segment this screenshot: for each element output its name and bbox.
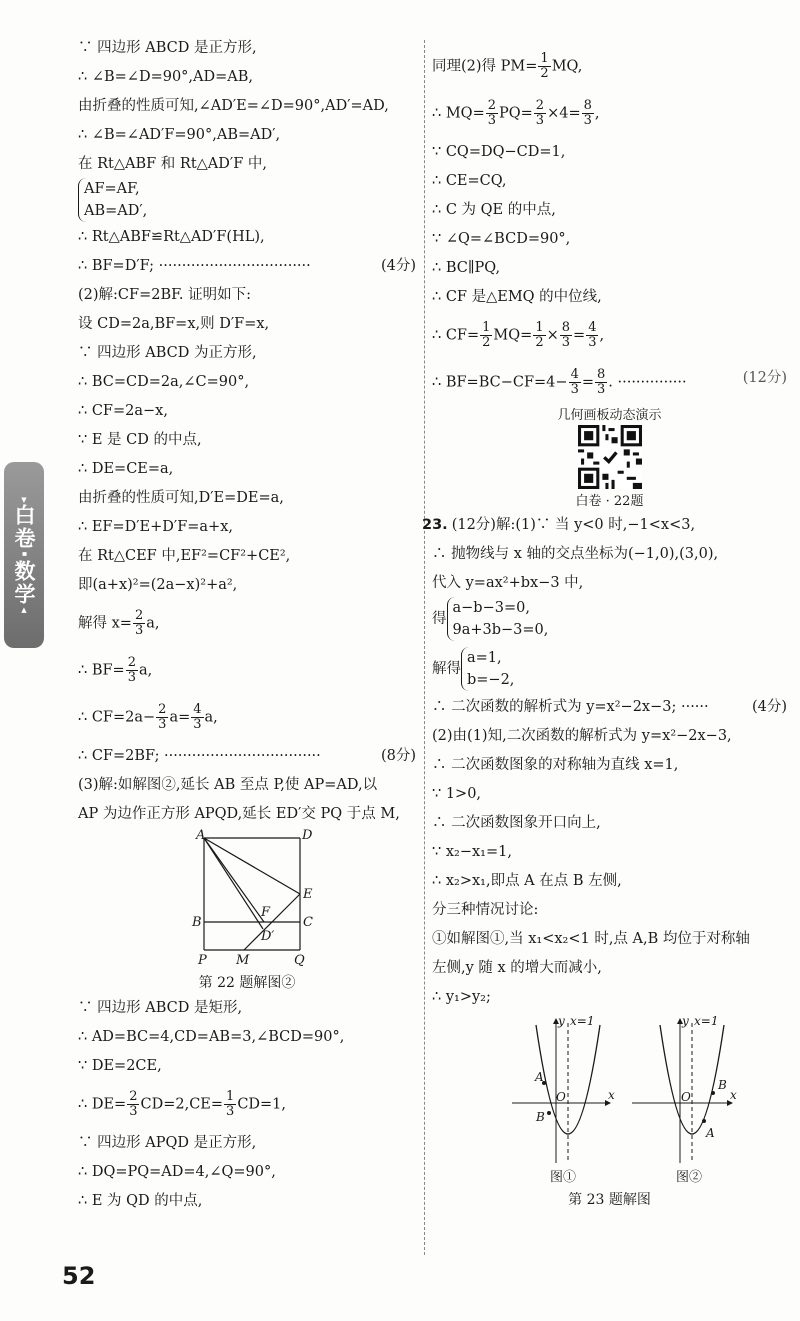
fraction: $\frac{4}{3}$ (570, 367, 579, 397)
line: 代入 y=ax²+bx−3 中, (432, 575, 584, 591)
qr-label: 白卷 · 22题 (575, 494, 644, 509)
point-label-C: C (303, 915, 313, 930)
fraction: $\frac{4}{3}$ (588, 320, 597, 350)
line: ∴ AD=BC=4,CD=AB=3,∠BCD=90°, (78, 1029, 345, 1045)
line: ∵ 四边形 APQD 是正方形, (78, 1135, 257, 1151)
line: ∵ DE=2CE, (78, 1058, 162, 1074)
line: ∵ 四边形 ABCD 是矩形, (78, 1000, 243, 1016)
line: ∴ 抛物线与 x 轴的交点坐标为(−1,0),(3,0), (432, 546, 719, 562)
line: 左侧,y 随 x 的增大而减小, (432, 960, 602, 976)
system-row: AF=AF, (84, 181, 140, 197)
line: ∵ x₂−x₁=1, (432, 844, 512, 860)
line: ∴ CF 是△EMQ 的中位线, (432, 289, 602, 305)
line: 在 Rt△ABF 和 Rt△AD′F 中, (78, 156, 267, 172)
fraction: $\frac{2}{3}$ (129, 1089, 138, 1119)
origin-label: O (556, 1090, 566, 1104)
line-text: ∴ BF=D′F; ································· (78, 258, 311, 274)
fraction: $\frac{2}{3}$ (487, 98, 496, 128)
question-number: 23. (422, 517, 448, 533)
line: ∴ E 为 QD 的中点, (78, 1193, 203, 1209)
line: 设 CD=2a,BF=x,则 D′F=x, (78, 316, 270, 332)
line: 由折叠的性质可知,D′E=DE=a, (78, 490, 284, 506)
line: AP 为边作正方形 APQD,延长 ED′交 PQ 于点 M, (78, 806, 400, 822)
point-label-B: B (718, 1078, 727, 1092)
system-row: b=−2, (467, 672, 515, 688)
fraction: $\frac{2}{3}$ (535, 98, 545, 128)
fraction: $\frac{8}{3}$ (597, 367, 606, 397)
line: ∴ y₁>y₂; (432, 989, 491, 1005)
point-label-D-prime: D′ (261, 929, 275, 944)
symmetry-axis-label: x=1 (694, 1014, 719, 1028)
point-label-P: P (198, 953, 207, 968)
qr-code-icon[interactable] (578, 425, 642, 489)
system-row: a−b−3=0, (452, 600, 530, 616)
fraction: $\frac{1}{2}$ (535, 320, 544, 350)
point-label-D: D (302, 828, 313, 843)
score-badge: (4分) (751, 699, 787, 715)
point-label-A: A (706, 1126, 715, 1140)
line: ∵ E 是 CD 的中点, (78, 432, 202, 448)
geometry-figure-22 (78, 828, 416, 978)
line: ∴ Rt△ABF≌Rt△AD′F(HL), (78, 229, 265, 245)
point-B (547, 1111, 551, 1115)
figure-caption: 第 23 题解图 (568, 1192, 651, 1208)
line: ∴ BC=CD=2a,∠C=90°, (78, 374, 250, 390)
fraction: $\frac{4}{3}$ (193, 702, 202, 732)
line: ∴ x₂>x₁,即点 A 在点 B 左侧, (432, 873, 622, 889)
fraction: $\frac{2}{3}$ (134, 608, 144, 638)
point-B (711, 1091, 715, 1095)
line: ∴ CF= $\frac{1}{2}$ MQ= $\frac{1}{2}$ × $\frac{8}{3}$ = $\frac{4}{3}$ , (432, 320, 605, 350)
line: ∴ MQ= $\frac{2}{3}$ PQ= $\frac{2}{3}$ ×4= $\frac{8}{3}$ , (432, 98, 600, 128)
line: ∴ BF=BC−CF=4− $\frac{4}{3}$ = $\frac{8}{3}$ . ··············· (12分) (432, 367, 787, 397)
point-label-B: B (536, 1110, 545, 1124)
origin-label: O (681, 1090, 691, 1104)
score-badge: (8分) (380, 748, 416, 764)
subfigure-label-1: 图① (550, 1170, 577, 1183)
line: ∴ EF=D′E+D′F=a+x, (78, 519, 233, 535)
line: ∴ DE=CE=a, (78, 461, 174, 477)
equation-system: 得 a−b−3=0, 9a+3b−3=0, (432, 597, 787, 641)
fraction: $\frac{2}{3}$ (158, 702, 167, 732)
column-divider (424, 40, 425, 1255)
line: ∴ ∠B=∠AD′F=90°,AB=AD′, (78, 127, 281, 143)
line: ∵ CQ=DQ−CD=1, (432, 144, 566, 160)
point-label-E: E (303, 887, 313, 902)
fraction: $\frac{8}{3}$ (583, 98, 592, 128)
side-tab-label: 白卷·数学 (12, 504, 36, 606)
line: 同理(2)得 PM= $\frac{1}{2}$ MQ, (432, 51, 583, 81)
line: ∴ BC∥PQ, (432, 260, 501, 276)
line: (2)由(1)知,二次函数的解析式为 y=x²−2x−3, (432, 728, 732, 744)
qr-code-block (432, 407, 787, 511)
system-row: a=1, (467, 650, 502, 666)
symmetry-axis-label: x=1 (570, 1014, 595, 1028)
line: 在 Rt△CEF 中,EF²=CF²+CE², (78, 548, 291, 564)
fraction: $\frac{8}{3}$ (561, 320, 571, 350)
line-text: ∴ CF=2BF; ·································· (78, 748, 321, 764)
score-badge: (4分) (380, 258, 416, 274)
line: ∴ 二次函数图象的对称轴为直线 x=1, (432, 757, 679, 773)
line: (3)解:如解图②,延长 AB 至点 P,使 AP=AD,以 (78, 777, 378, 793)
parabola-figures-23 (432, 1013, 787, 1183)
point-label-M: M (236, 953, 250, 968)
right-column (422, 38, 787, 1215)
line: ∴ 二次函数的解析式为 y=x²−2x−3; ······ (4分) (432, 699, 787, 715)
line: ∴ ∠B=∠D=90°,AD=AB, (78, 69, 254, 85)
line: 23. (12分)解:(1)∵ 当 y<0 时,−1<x<3, (422, 517, 696, 533)
x-axis-label: x (608, 1088, 615, 1102)
segment-AF (204, 838, 264, 922)
figure-caption: 第 22 题解图② (198, 975, 296, 991)
line: ∴ DE= $\frac{2}{3}$ CD=2,CE= $\frac{1}{3}$ CD=1, (78, 1089, 287, 1119)
point-label-A: A (196, 828, 206, 843)
equation-system: 解得 a=1, b=−2, (432, 647, 787, 691)
triangle-up-icon: ▲ (21, 605, 27, 614)
y-axis-label: y (682, 1014, 689, 1028)
line: ∵ 四边形 ABCD 是正方形, (78, 40, 257, 56)
line: ①如解图①,当 x₁<x₂<1 时,点 A,B 均位于对称轴 (432, 931, 750, 947)
line: ∴ CF=2a−x, (78, 403, 168, 419)
subject-side-tab (4, 462, 44, 648)
line: ∴ DQ=PQ=AD=4,∠Q=90°, (78, 1164, 276, 1180)
line (78, 256, 416, 276)
line: ∴ CF=2a− $\frac{2}{3}$ a= $\frac{4}{3}$ a, (78, 702, 218, 732)
line: 解得 x= $\frac{2}{3}$ a, (78, 608, 160, 638)
point-label-F: F (261, 905, 271, 920)
x-axis-label: x (730, 1088, 737, 1102)
subfigure-label-2: 图② (676, 1170, 703, 1183)
parabola-figure-1 (512, 1014, 615, 1163)
segment-AE (204, 838, 300, 894)
line: ∵ 1>0, (432, 786, 482, 802)
line (78, 746, 416, 766)
point-label-Q: Q (294, 953, 305, 968)
segment-AD-prime (204, 838, 263, 929)
line: ∵ ∠Q=∠BCD=90°, (432, 231, 571, 247)
line: ∴ C 为 QE 的中点, (432, 202, 556, 218)
page-number: 52 (62, 1262, 96, 1290)
score-badge: (12分) (742, 370, 787, 386)
fraction: $\frac{1}{2}$ (482, 320, 491, 350)
point-label-A: A (535, 1070, 544, 1084)
parabola-figure-2 (632, 1014, 737, 1163)
line: ∴ BF= $\frac{2}{3}$ a, (78, 655, 153, 685)
qr-title: 几何画板动态演示 (557, 408, 662, 423)
fraction: $\frac{1}{3}$ (226, 1089, 235, 1119)
line: ∵ 四边形 ABCD 为正方形, (78, 345, 257, 361)
left-column (78, 38, 416, 1211)
point-A (702, 1119, 706, 1123)
line: 分三种情况讨论: (432, 902, 539, 918)
triangle-down-icon: ▼ (21, 496, 27, 504)
y-axis-label: y (558, 1014, 565, 1028)
line: ∴ CE=CQ, (432, 173, 507, 189)
fraction: $\frac{2}{3}$ (127, 655, 136, 685)
line: ∴ 二次函数图象开口向上, (432, 815, 601, 831)
fraction: $\frac{1}{2}$ (540, 51, 549, 81)
system-row: AB=AD′, (84, 203, 148, 219)
system-row: 9a+3b−3=0, (452, 622, 549, 638)
point-label-B: B (192, 915, 202, 930)
equation-system (78, 178, 416, 222)
line: 即(a+x)²=(2a−x)²+a², (78, 577, 238, 593)
line: 由折叠的性质可知,∠AD′E=∠D=90°,AD′=AD, (78, 98, 389, 114)
line: (2)解:CF=2BF. 证明如下: (78, 287, 252, 303)
